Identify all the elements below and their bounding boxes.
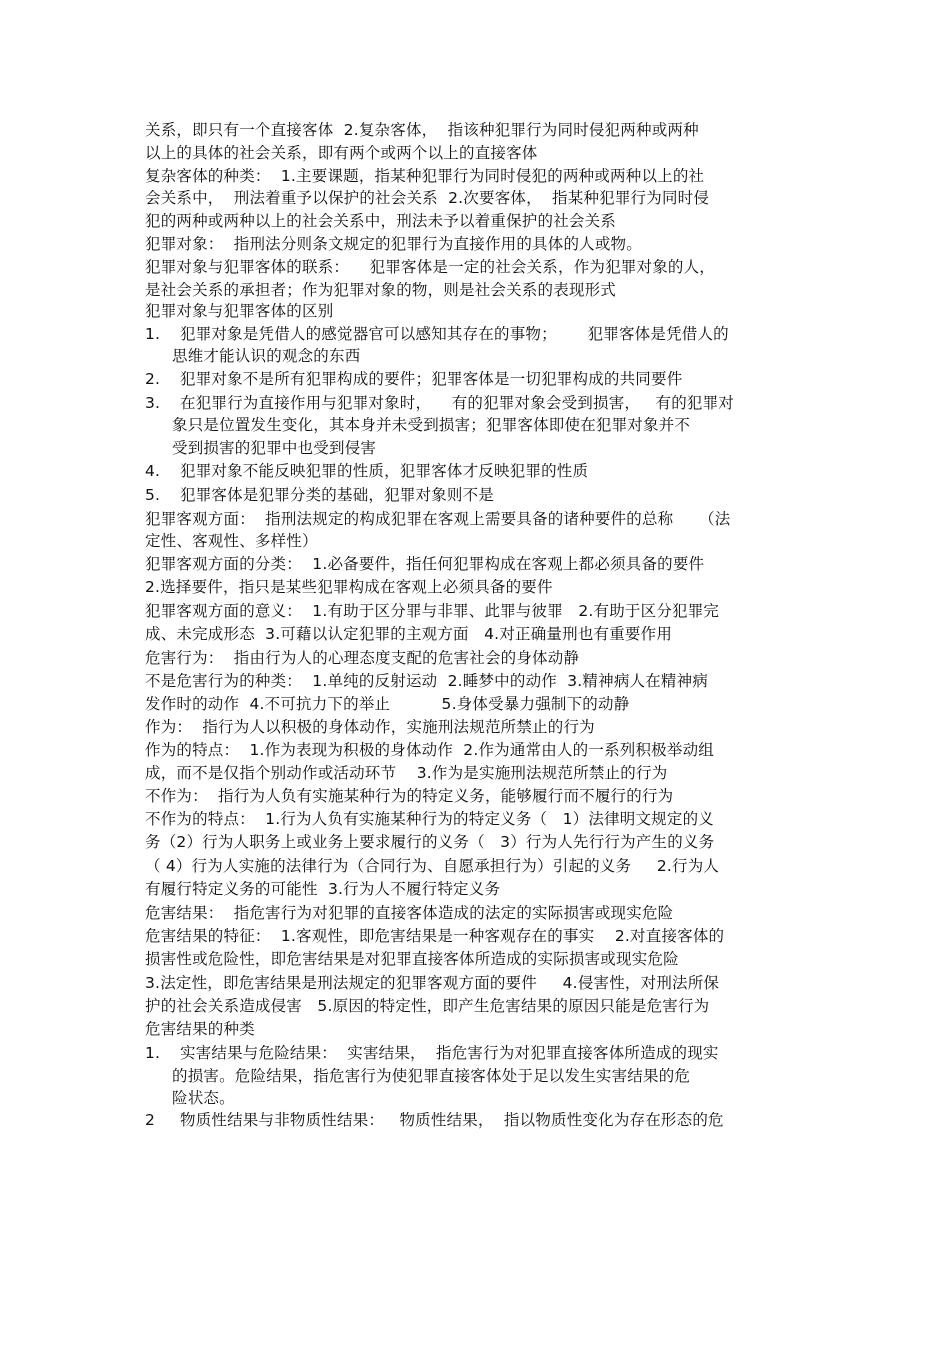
line-text: 受到损害的犯罪中也受到侵害 xyxy=(172,439,377,457)
line-text: 是社会关系的承担者；作为犯罪对象的物，则是社会关系的表现形式 xyxy=(145,281,617,299)
text-line xyxy=(145,188,709,208)
line-text: 成、未完成形态 3.可藉以认定犯罪的主观方面 4.对正确量刑也有重要作用 xyxy=(145,625,673,643)
line-text: 犯罪对象不能反映犯罪的性质，犯罪客体才反映犯罪的性质 xyxy=(180,462,589,480)
list-number: 1. xyxy=(145,1044,161,1062)
line-text: 危害结果： 指危害行为对犯罪的直接客体造成的法定的实际损害或现实危险 xyxy=(145,904,674,922)
text-line xyxy=(145,879,500,899)
line-text: 的损害。危险结果，指危害行为使犯罪直接客体处于足以发生实害结果的危 xyxy=(172,1067,691,1085)
line-text: 犯罪对象不是所有犯罪构成的要件；犯罪客体是一切犯罪构成的共同要件 xyxy=(180,370,683,388)
list-item xyxy=(145,1043,719,1063)
text-line xyxy=(145,671,708,691)
line-text: 定性、客观性、多样性） xyxy=(145,532,318,550)
line-text: 作为的特点： 1.作为表现为积极的身体动作 2.作为通常由人的一系列积极举动组 xyxy=(145,741,714,759)
line-text: 复杂客体的种类： 1.主要课题，指某种犯罪行为同时侵犯的两种或两种以上的社 xyxy=(145,167,705,185)
line-text: 在犯罪行为直接作用与犯罪对象时， 有的犯罪对象会受到损害， 有的犯罪对 xyxy=(180,394,734,412)
text-line xyxy=(145,856,719,876)
line-text: 护的社会关系造成侵害 5.原因的特定性，即产生危害结果的原因只能是危害行为 xyxy=(145,997,710,1015)
line-text: 实害结果与危险结果： 实害结果， 指危害行为对犯罪直接客体所造成的现实 xyxy=(180,1044,719,1062)
list-item xyxy=(145,369,682,389)
text-line xyxy=(145,648,579,668)
text-line xyxy=(145,832,714,852)
text-line xyxy=(172,438,376,458)
text-line xyxy=(145,280,616,300)
line-text: 成，而不是仅指个别动作或活动环节 3.作为是实施刑法规范所禁止的行为 xyxy=(145,764,668,782)
line-text: 不作为： 指行为人负有实施某种行为的特定义务，能够履行而不履行的行为 xyxy=(145,787,674,805)
line-text: 犯罪客体是犯罪分类的基础，犯罪对象则不是 xyxy=(180,486,495,504)
text-line xyxy=(145,554,704,574)
list-item xyxy=(145,461,588,481)
line-text: 象只是位置发生变化，其本身并未受到损害；犯罪客体即使在犯罪对象并不 xyxy=(172,416,691,434)
text-line xyxy=(172,1088,235,1108)
line-text: 不作为的特点： 1.行为人负有实施某种行为的特定义务（ 1）法律明文规定的义 xyxy=(145,810,714,828)
line-text: 犯罪对象与犯罪客体的区别 xyxy=(145,302,334,320)
line-text: 犯罪对象是凭借人的感觉器官可以感知其存在的事物； 犯罪客体是凭借人的 xyxy=(180,325,729,343)
text-line xyxy=(145,143,538,163)
line-text: 关系，即只有一个直接客体 2.复杂客体， 指该种犯罪行为同时侵犯两种或两种 xyxy=(145,121,699,139)
text-line xyxy=(145,509,730,529)
line-text: 犯罪对象与犯罪客体的联系： 犯罪客体是一定的社会关系，作为犯罪对象的人， xyxy=(145,258,716,276)
line-text: （ 4）行为人实施的法律行为（合同行为、自愿承担行为）引起的义务 2.行为人 xyxy=(145,857,720,875)
text-line xyxy=(145,120,699,140)
line-text: 犯罪客观方面的意义： 1.有助于区分罪与非罪、此罪与彼罪 2.有助于区分犯罪完 xyxy=(145,602,720,620)
line-text: 犯罪客观方面的分类： 1.必备要件，指任何犯罪构成在客观上都必须具备的要件 xyxy=(145,555,705,573)
text-line xyxy=(172,1066,690,1086)
text-line xyxy=(172,346,360,366)
line-text: 危害结果的种类 xyxy=(145,1020,255,1038)
text-line xyxy=(145,786,673,806)
text-line xyxy=(145,601,719,621)
text-line xyxy=(145,234,642,254)
text-line xyxy=(145,763,667,783)
line-text: 以上的具体的社会关系，即有两个或两个以上的直接客体 xyxy=(145,144,538,162)
list-number: 4. xyxy=(145,462,161,480)
line-text: 2.选择要件，指只是某些犯罪构成在客观上必须具备的要件 xyxy=(145,578,553,596)
line-text: 损害性或危险性，即危害结果是对犯罪直接客体所造成的实际损害或现实危险 xyxy=(145,950,679,968)
line-text: 3.法定性，即危害结果是刑法规定的犯罪客观方面的要件 4.侵害性，对刑法所保 xyxy=(145,974,720,992)
text-line xyxy=(145,903,673,923)
list-item xyxy=(145,485,494,505)
text-line xyxy=(172,415,690,435)
line-text: 危害结果的特征： 1.客观性，即危害结果是一种客观存在的事实 2.对直接客体的 xyxy=(145,927,725,945)
line-text: 危害行为： 指由行为人的心理态度支配的危害社会的身体动静 xyxy=(145,649,580,667)
text-line xyxy=(145,926,724,946)
text-line xyxy=(145,973,719,993)
line-text: 不是危害行为的种类： 1.单纯的反射运动 2.睡梦中的动作 3.精神病人在精神病 xyxy=(145,672,709,690)
line-text: 犯的两种或两种以上的社会关系中，刑法未予以着重保护的社会关系 xyxy=(145,212,617,230)
text-line xyxy=(145,257,715,277)
text-line xyxy=(145,166,704,186)
list-number: 1. xyxy=(145,325,161,343)
line-text: 犯罪客观方面： 指刑法规定的构成犯罪在客观上需要具备的诸种要件的总称 （法 xyxy=(145,510,731,528)
list-item xyxy=(145,393,734,413)
line-text: 会关系中， 刑法着重予以保护的社会关系 2.次要客体， 指某种犯罪行为同时侵 xyxy=(145,189,710,207)
list-item xyxy=(145,1110,724,1130)
list-item xyxy=(145,324,729,344)
text-line xyxy=(145,740,714,760)
line-text: 务（2）行为人职务上或业务上要求履行的义务（ 3）行为人先行行为产生的义务 xyxy=(145,833,715,851)
text-line xyxy=(145,577,553,597)
line-text: 物质性结果与非物质性结果： 物质性结果， 指以物质性变化为存在形态的危 xyxy=(180,1111,724,1129)
text-line xyxy=(145,694,629,714)
list-number: 3. xyxy=(145,394,161,412)
text-line xyxy=(145,996,709,1016)
text-line xyxy=(145,1019,255,1039)
text-line xyxy=(145,624,672,644)
line-text: 有履行特定义务的可能性 3.行为人不履行特定义务 xyxy=(145,880,501,898)
list-number: 5. xyxy=(145,486,161,504)
text-line xyxy=(145,809,714,829)
text-line xyxy=(145,531,318,551)
text-line xyxy=(145,717,595,737)
line-text: 作为： 指行为人以积极的身体动作，实施刑法规范所禁止的行为 xyxy=(145,718,595,736)
text-line xyxy=(145,211,616,231)
line-text: 思维才能认识的观念的东西 xyxy=(172,347,361,365)
text-line xyxy=(145,301,333,321)
list-number: 2 xyxy=(145,1111,156,1129)
line-text: 犯罪对象： 指刑法分则条文规定的犯罪行为直接作用的具体的人或物。 xyxy=(145,235,642,253)
line-text: 险状态。 xyxy=(172,1089,235,1107)
text-line xyxy=(145,949,679,969)
list-number: 2. xyxy=(145,370,161,388)
line-text: 发作时的动作 4.不可抗力下的举止 5.身体受暴力强制下的动静 xyxy=(145,695,630,713)
